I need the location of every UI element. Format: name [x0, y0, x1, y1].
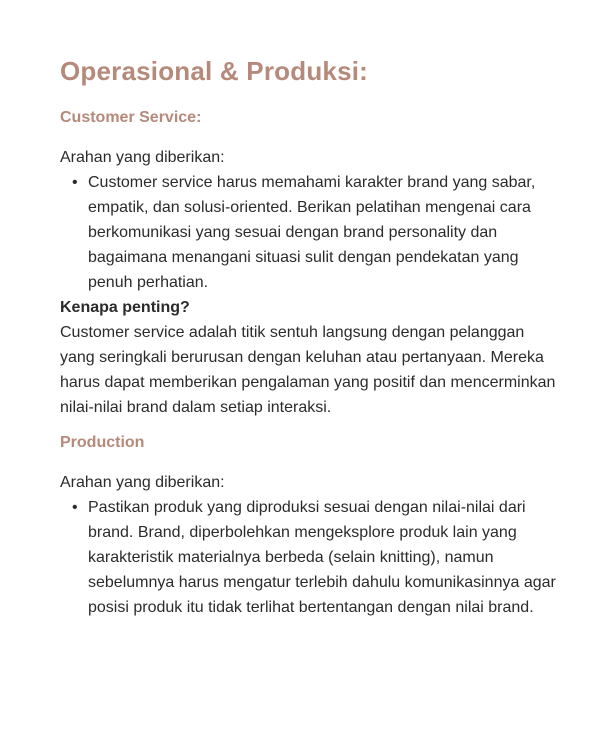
bullet-dot-icon: •	[72, 174, 78, 191]
customer-service-bullet-list	[60, 170, 560, 295]
why-important-label: Kenapa penting?	[60, 299, 190, 316]
why-important-text: Customer service adalah titik sentuh langsung dengan pelanggan yang seringkali berurusan dengan keluhan atau pertanyaan. Mereka harus dapat memberikan pengalaman yang positif dan mencerminkan nilai-nilai brand dalam setiap interaksi.	[60, 324, 556, 416]
document-page	[60, 56, 560, 620]
page-title: Operasional & Produksi:	[60, 56, 369, 86]
list-item	[72, 495, 560, 620]
production-section	[60, 434, 560, 620]
customer-service-bullet-text: Customer service harus memahami karakter brand yang sabar, empatik, dan solusi-oriented. Berikan pelatihan mengenai cara berkomunikasi yang sesuai dengan brand personality dan bagaimana menangani situasi sulit dengan pendekatan yang penuh perhatian.	[88, 174, 536, 291]
production-bullet-text: Pastikan produk yang diproduksi sesuai dengan nilai-nilai dari brand. Brand, diperbolehkan mengeksplore produk lain yang karakteristik materialnya berbeda (selain knitting), namun sebelumnya harus mengatur terlebih dahulu komunikasinnya agar posisi produk itu tidak terlihat bertentangan dengan nilai brand.	[88, 499, 556, 616]
production-intro: Arahan yang diberikan:	[60, 474, 225, 491]
production-heading: Production	[60, 434, 145, 451]
customer-service-section	[60, 109, 560, 420]
bullet-dot-icon: •	[72, 499, 78, 516]
list-item	[72, 170, 560, 295]
production-bullet-list	[60, 495, 560, 620]
customer-service-intro: Arahan yang diberikan:	[60, 149, 225, 166]
customer-service-heading: Customer Service:	[60, 109, 202, 126]
